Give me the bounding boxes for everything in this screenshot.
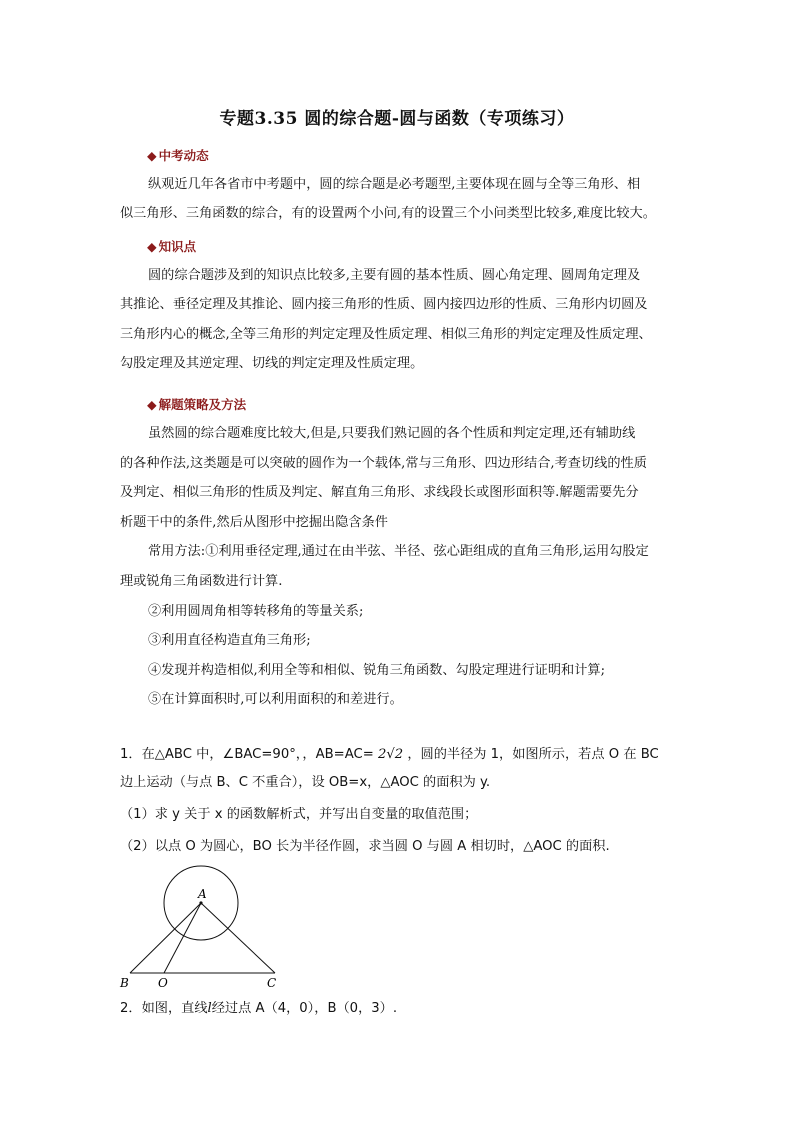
paragraph-line: 其推论、垂径定理及其推论、圆内接三角形的性质、圆内接四边形的性质、三角形内切圆及 bbox=[120, 297, 648, 313]
geometry-figure bbox=[110, 860, 290, 995]
question-text: 1．在△ABC 中，∠BAC=90°，，AB=AC= bbox=[120, 747, 374, 762]
paragraph-line: 纵观近几年各省市中考题中，圆的综合题是必考题型,主要体现在圆与全等三角形、相 bbox=[148, 177, 641, 192]
question-1-line-2: 边上运动（与点 B、C 不重合），设 OB=x，△AOC 的面积为 y. bbox=[120, 775, 491, 790]
paragraph-line: 常用方法:①利用垂径定理,通过在由半弦、半径、弦心距组成的直角三角形,运用勾股定 bbox=[148, 544, 649, 560]
label-a: A bbox=[198, 887, 207, 901]
section-heading-text: 解题策略及方法 bbox=[158, 397, 247, 412]
page-title: 专题3.35 圆的综合题-圆与函数（专项练习） bbox=[219, 109, 575, 129]
paragraph-line: 的各种作法,这类题是可以突破的圆作为一个载体,常与三角形、四边形结合,考查切线的性质 bbox=[120, 455, 647, 471]
paragraph-line: 理或锐角三角函数进行计算. bbox=[120, 573, 283, 589]
paragraph-line: 圆的综合题涉及到的知识点比较多,主要有圆的基本性质、圆心角定理、圆周角定理及 bbox=[148, 268, 641, 283]
exam-trend-paragraph bbox=[120, 170, 675, 229]
strategy-paragraph bbox=[120, 419, 675, 715]
question-text: 2．如图，直线 bbox=[120, 1001, 208, 1016]
paragraph-line: 似三角形、三角函数的综合，有的设置两个小问,有的设置三个小问类型比较多,难度比较大。 bbox=[120, 206, 656, 222]
question-text: 经过点 A（4，0），B（0，3）. bbox=[211, 1001, 398, 1016]
question-text: ，圆的半径为 1，如图所示，若点 O 在 BC bbox=[407, 747, 659, 762]
section-heading-exam-trend bbox=[147, 146, 209, 164]
sqrt-expression: 2√2 bbox=[377, 747, 404, 762]
paragraph-line: ②利用圆周角相等转移角的等量关系; bbox=[148, 603, 364, 619]
question-2 bbox=[120, 995, 680, 1023]
paragraph-line: 三角形内心的概念,全等三角形的判定定理及性质定理、相似三角形的判定定理及性质定理、 bbox=[120, 326, 652, 342]
paragraph-line: ④发现并构造相似,利用全等和相似、锐角三角函数、勾股定理进行证明和计算; bbox=[148, 662, 606, 678]
label-c: C bbox=[267, 976, 277, 990]
segment-ao bbox=[164, 903, 201, 973]
question-1 bbox=[120, 741, 680, 861]
diamond-bullet-icon: ◆ bbox=[147, 239, 157, 254]
section-heading-strategy bbox=[147, 395, 246, 413]
diamond-bullet-icon: ◆ bbox=[147, 148, 157, 163]
section-heading-knowledge bbox=[147, 237, 196, 255]
paragraph-line: ⑤在计算面积时,可以利用面积的和差进行。 bbox=[148, 692, 403, 708]
question-1-part-2: （2）以点 O 为圆心，BO 长为半径作圆，求当圆 O 与圆 A 相切时，△AOC 的面积. bbox=[120, 839, 610, 854]
paragraph-line: ③利用直径构造直角三角形; bbox=[148, 633, 311, 649]
question-2-line bbox=[120, 995, 680, 1023]
diamond-bullet-icon: ◆ bbox=[147, 397, 157, 412]
knowledge-paragraph bbox=[120, 261, 675, 379]
section-heading-text: 中考动态 bbox=[158, 148, 209, 163]
paragraph-line: 析题干中的条件,然后从图形中挖掘出隐含条件 bbox=[120, 514, 388, 530]
label-o: O bbox=[158, 976, 168, 990]
paragraph-line: 虽然圆的综合题难度比较大,但是,只要我们熟记圆的各个性质和判定定理,还有辅助线 bbox=[148, 426, 636, 441]
question-1-part-1: （1）求 y 关于 x 的函数解析式，并写出自变量的取值范围； bbox=[120, 807, 478, 822]
question-1-line-1 bbox=[120, 741, 680, 769]
paragraph-line: 及判定、相似三角形的性质及判定、解直角三角形、求线段长或图形面积等.解题需要先分 bbox=[120, 485, 639, 501]
paragraph-line: 勾股定理及其逆定理、切线的判定定理及性质定理。 bbox=[120, 356, 424, 372]
point-a bbox=[199, 901, 202, 904]
label-b: B bbox=[120, 976, 129, 990]
line-symbol: l bbox=[207, 1001, 212, 1016]
section-heading-text: 知识点 bbox=[158, 239, 197, 254]
